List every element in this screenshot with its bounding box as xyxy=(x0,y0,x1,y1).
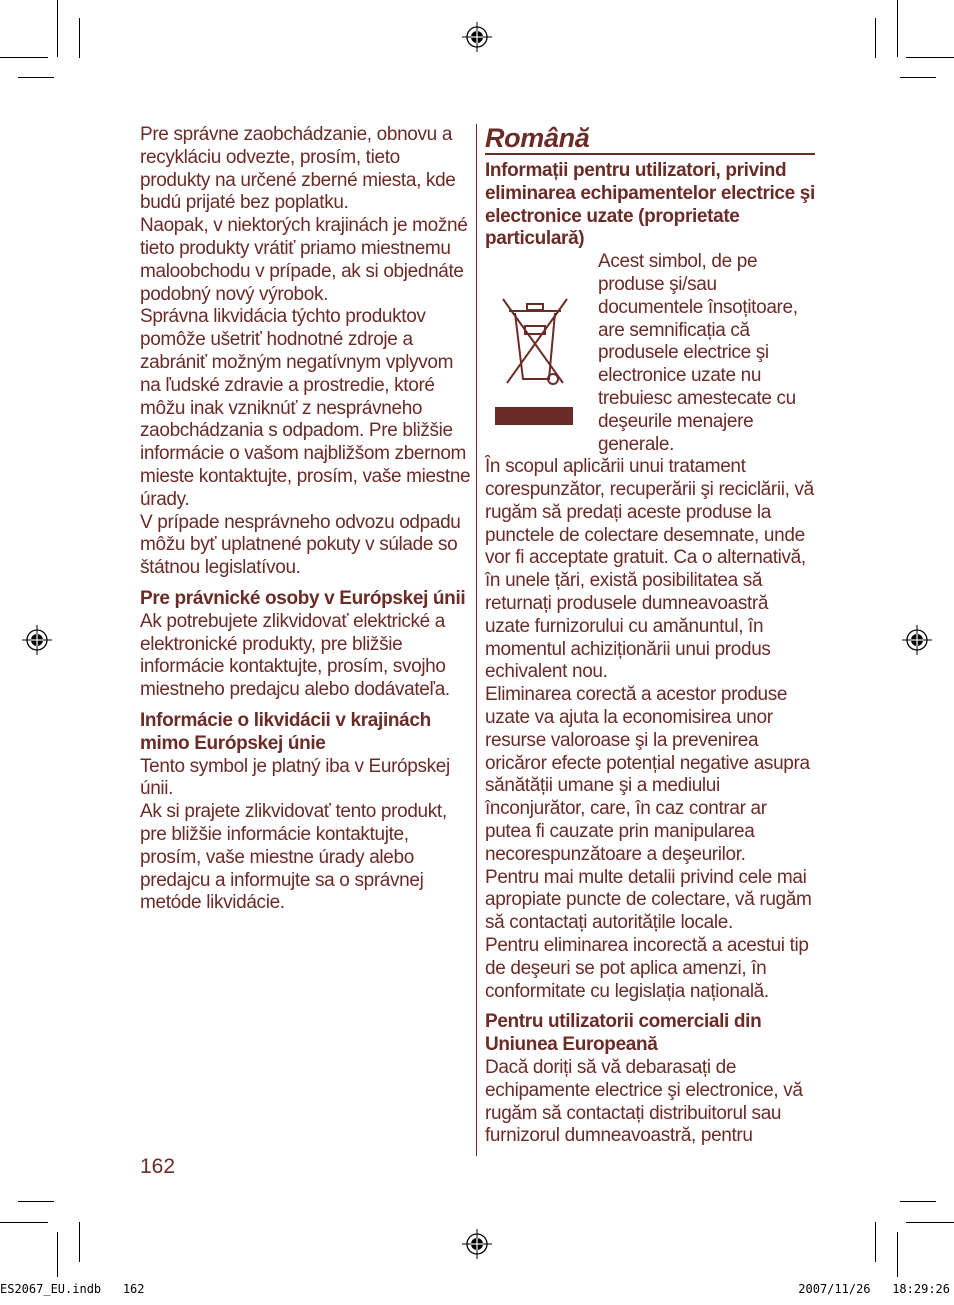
crop-mark xyxy=(897,1232,898,1277)
crop-mark xyxy=(18,77,54,78)
registration-mark-icon xyxy=(462,1229,492,1259)
registration-mark-icon xyxy=(462,22,492,52)
paragraph: Správna likvidácia týchto produktov pomôže ušetriť hodnotné zdroje a zabrániť možným negatívnym vplyvom na ľudské zdravie a prostredie, ktoré môžu inak vzniknúť z nesprávneho zaobchádzania s odpadom. Pre bližšie informácie o vašom najbližšom zbernom mieste kontaktujte, prosím, vaše miestne úrady. xyxy=(140,306,471,510)
left-column xyxy=(140,124,472,915)
section-heading: Pentru utilizatorii comerciali din Uniunea Europeană xyxy=(485,1011,762,1056)
paragraph: Pentru mai multe detalii privind cele mai apropiate puncte de colectare, vă rugăm să contactați autoritățile locale. xyxy=(485,866,812,934)
paragraph: În scopul aplicării unui tratament corespunzător, recuperării şi reciclării, vă rugăm să predați aceste produse la punctele de colectare desemnate, unde vor fi acceptate gratuit. Ca o alternativă, în unele țări, există posibilitatea să returnați produsele dumneavoastră uzate furnizorului cu amănuntul, în momentul achiziționării unui produs echivalent nou. xyxy=(485,456,814,683)
crop-mark xyxy=(906,57,954,58)
crop-mark xyxy=(57,1232,58,1277)
crop-mark xyxy=(18,1201,54,1202)
registration-mark-icon xyxy=(902,625,932,655)
paragraph: Ak potrebujete zlikvidovať elektrické a elektronické produkty, pre bližšie informácie kontaktujte, prosím, svojho miestneho predajcu alebo dodávateľa. xyxy=(140,610,450,701)
crop-mark xyxy=(875,18,876,58)
paragraph: Tento symbol je platný iba v Európskej únii. xyxy=(140,755,450,800)
registration-mark-icon xyxy=(22,625,52,655)
footer-timestamp: 2007/11/26 18:29:26 xyxy=(798,1282,950,1296)
paragraph: Eliminarea corectă a acestor produse uzate va ajuta la economisirea unor resurse valoroase şi la prevenirea oricăror efecte potențial negative asupra sănătății umane şi a mediului înconjurător, care, în caz contrar ar putea fi cauzate prin manipularea necorespunzătoare a deşeurilor. xyxy=(485,684,810,865)
symbol-description: Acest simbol, de pe produse şi/sau documentele însoțitoare, are semnificația că produsele electrice şi electronice uzate nu trebuiesc amestecate cu deşeurile menajere generale. xyxy=(598,251,798,455)
crop-mark xyxy=(900,1201,936,1202)
crop-mark xyxy=(79,1222,80,1262)
page-number: 162 xyxy=(140,1155,176,1178)
section-heading: Informácie o likvidácii v krajinách mimo Európskej únie xyxy=(140,709,431,754)
paragraph: V prípade nesprávneho odvozu odpadu môžu byť uplatnené pokuty v súlade so štátnou legislatívou. xyxy=(140,511,461,579)
paragraph: Ak si prajete zlikvidovať tento produkt, pre bližšie informácie kontaktujte, prosím, vaše miestne úrady alebo predajcu a informujte sa o správnej metóde likvidácie. xyxy=(140,801,447,914)
paragraph: Naopak, v niektorých krajinách je možné tieto produkty vrátiť priamo miestnemu maloobchodu v prípade, ak si objednáte podobný nový výrobok. xyxy=(140,215,468,305)
paragraph: Dacă doriți să vă debarasați de echipamente electrice şi electronice, vă rugăm să contactați distribuitorul sau furnizorul dumneavoastră, pentru xyxy=(485,1056,803,1147)
crop-mark xyxy=(875,1222,876,1262)
crop-mark xyxy=(0,57,48,58)
language-title: Română xyxy=(485,124,815,155)
crossed-out-wheelie-bin-icon xyxy=(485,271,585,431)
section-heading: Informații pentru utilizatori, privind eliminarea echipamentelor electrice şi electronice uzate (proprietate particulară) xyxy=(485,160,815,250)
crop-mark xyxy=(897,0,898,57)
symbol-block xyxy=(485,251,815,456)
right-column xyxy=(485,124,815,1148)
crop-mark xyxy=(0,1222,48,1223)
paragraph: Pentru eliminarea incorectă a acestui tip de deşeuri se pot aplica amenzi, în conformitate cu legislația națională. xyxy=(485,934,809,1002)
crop-mark xyxy=(906,1222,954,1223)
crop-mark xyxy=(79,18,80,58)
crop-mark xyxy=(900,77,936,78)
crop-mark xyxy=(57,0,58,57)
paragraph: Pre správne zaobchádzanie, obnovu a recykláciu odvezte, prosím, tieto produkty na určené zberné miesta, kde budú prijaté bez poplatku. xyxy=(140,124,456,214)
column-divider xyxy=(476,124,477,1156)
section-heading: Pre právnické osoby v Európskej únii xyxy=(140,587,466,609)
footer-file-info: ES2067_EU.indb 162 xyxy=(0,1282,145,1296)
